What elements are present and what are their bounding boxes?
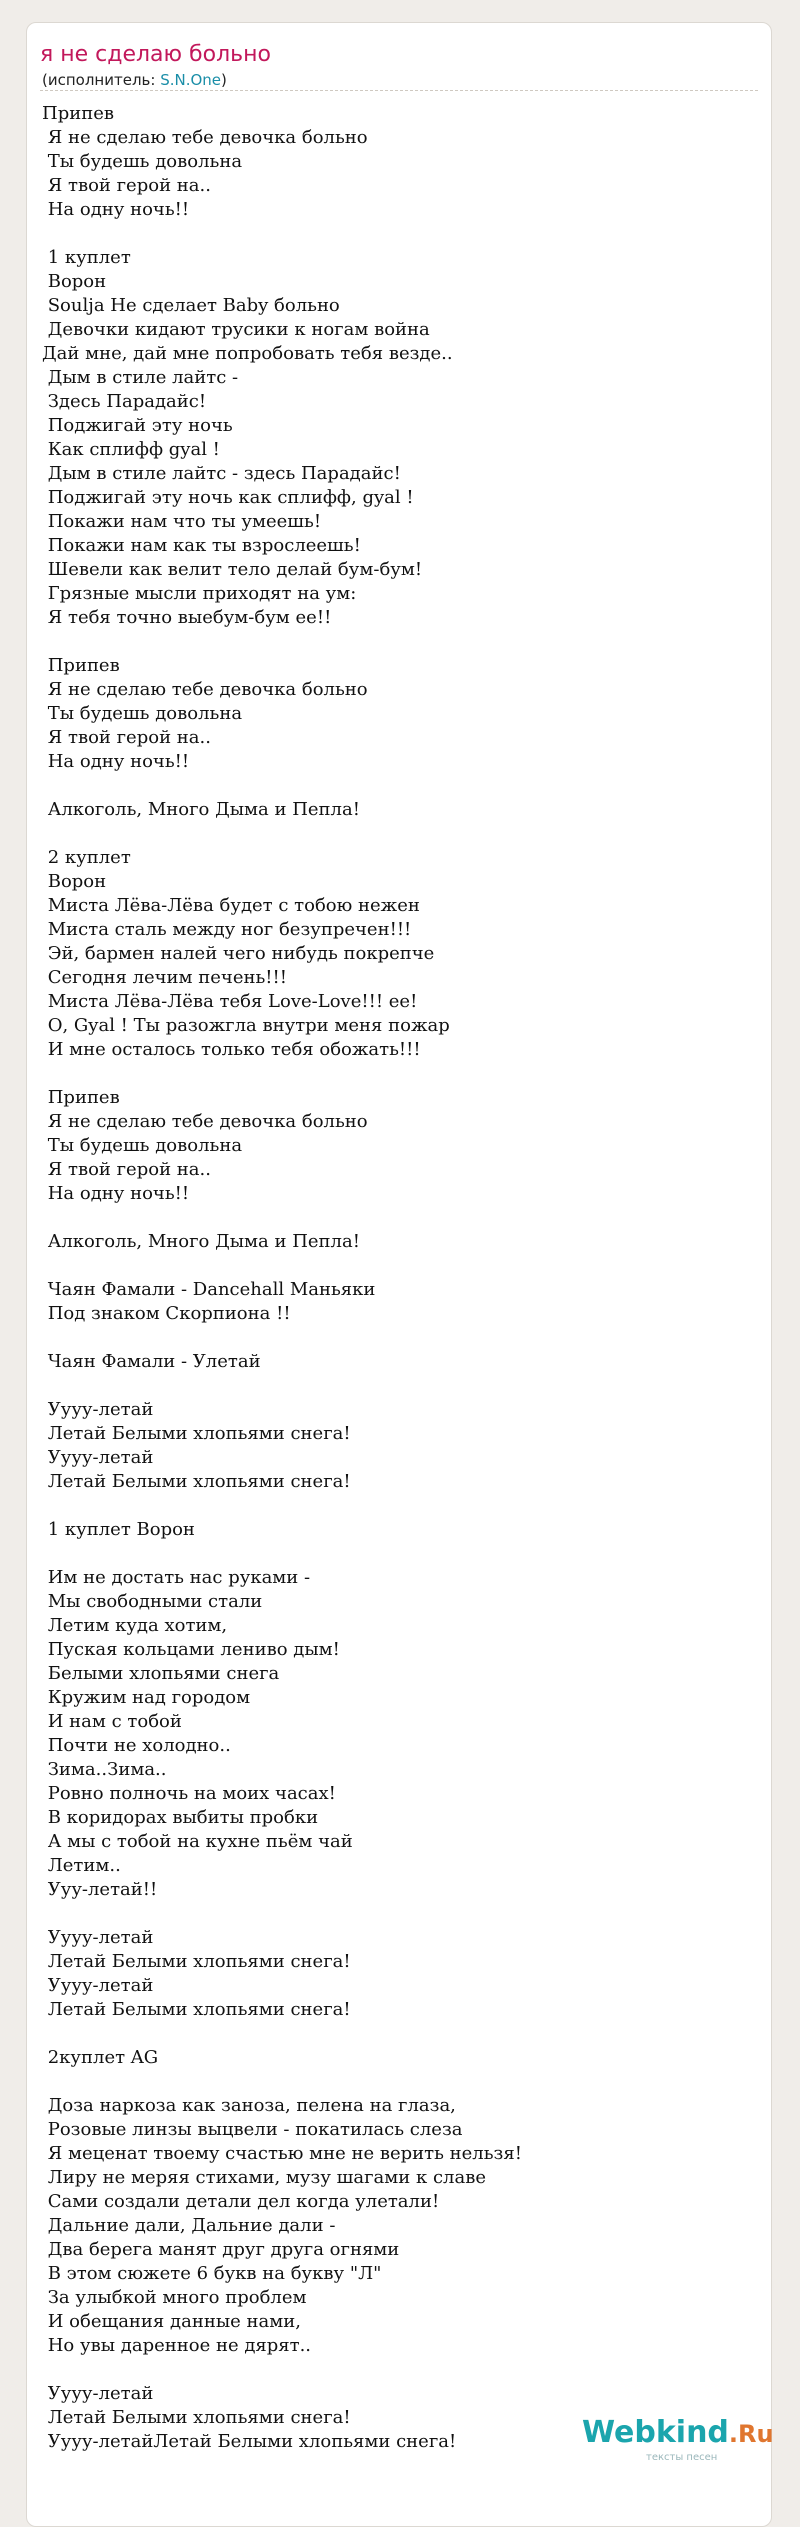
brand-name-main: Webkind bbox=[582, 2415, 729, 2450]
lyric-line: Здесь Парадайс! bbox=[42, 391, 207, 412]
lyric-line: Почти не холодно.. bbox=[42, 1735, 231, 1756]
lyric-line: Уууу-летай bbox=[42, 1927, 154, 1948]
lyric-line: Алкоголь, Много Дыма и Пепла! bbox=[42, 799, 360, 820]
lyric-line: Лиру не меряя стихами, музу шагами к славе bbox=[42, 2167, 486, 2188]
lyric-line: Покажи нам что ты умеешь! bbox=[42, 511, 322, 532]
lyric-line: Поджигай эту ночь bbox=[42, 415, 233, 436]
lyric-line: Под знаком Скорпиона !! bbox=[42, 1303, 291, 1324]
lyric-line: Ворон bbox=[42, 871, 107, 892]
lyric-line: Ты будешь довольна bbox=[42, 151, 243, 172]
artist-prefix: (исполнитель: bbox=[42, 71, 161, 89]
lyric-line: Дым в стиле лайтс - здесь Парадайс! bbox=[42, 463, 401, 484]
lyric-line: Летай Белыми хлопьями снега! bbox=[42, 1423, 351, 1444]
lyric-line: Припев bbox=[42, 103, 114, 124]
lyric-line: И обещания данные нами, bbox=[42, 2311, 301, 2332]
lyric-line: Уууу-летай bbox=[42, 2383, 154, 2404]
lyric-line bbox=[42, 2070, 758, 2094]
lyric-line bbox=[42, 1062, 758, 1086]
lyric-line: А мы с тобой на кухне пьём чай bbox=[42, 1831, 353, 1852]
lyric-line: Я не сделаю тебе девочка больно bbox=[42, 679, 368, 700]
lyric-line: Уууу-летай bbox=[42, 1447, 154, 1468]
lyric-line: Дальние дали, Дальние дали - bbox=[42, 2215, 336, 2236]
artist-link[interactable]: S.N.One bbox=[160, 71, 222, 89]
lyric-line: Мы свободными стали bbox=[42, 1591, 263, 1612]
brand-tagline: тексты песен bbox=[646, 2452, 718, 2463]
lyric-line: 2куплет AG bbox=[42, 2047, 159, 2068]
lyric-line: Я меценат твоему счастью мне не верить нельзя! bbox=[42, 2143, 522, 2164]
lyric-line: Дым в стиле лайтс - bbox=[42, 367, 239, 388]
lyric-line bbox=[42, 1902, 758, 1926]
lyric-line: В этом сюжете 6 букв на букву "Л" bbox=[42, 2263, 382, 2284]
lyric-line: Я твой герой на.. bbox=[42, 727, 211, 748]
lyric-line: Девочки кидают трусики к ногам война bbox=[42, 319, 430, 340]
lyric-line: Но увы даренное не дярят.. bbox=[42, 2335, 312, 2356]
artist-suffix: ) bbox=[221, 71, 227, 89]
lyric-line: Ровно полночь на моих часах! bbox=[42, 1783, 336, 1804]
lyric-line: Я тебя точно выебум-бум ее!! bbox=[42, 607, 332, 628]
lyric-line: 2 куплет bbox=[42, 847, 131, 868]
lyric-line: И нам с тобой bbox=[42, 1711, 182, 1732]
lyric-line: За улыбкой много проблем bbox=[42, 2287, 307, 2308]
lyric-line: Два берега манят друг друга огнями bbox=[42, 2239, 400, 2260]
lyric-line: Ты будешь довольна bbox=[42, 703, 243, 724]
lyric-line bbox=[42, 774, 758, 798]
lyric-line: Летим.. bbox=[42, 1855, 121, 1876]
lyric-line bbox=[42, 1542, 758, 1566]
lyric-line: 1 куплет Ворон bbox=[42, 1519, 195, 1540]
lyric-line: Им не достать нас руками - bbox=[42, 1567, 311, 1588]
lyric-line: Дай мне, дай мне попробовать тебя везде.. bbox=[42, 343, 453, 364]
lyric-line bbox=[42, 2358, 758, 2382]
lyric-line: Ты будешь довольна bbox=[42, 1135, 243, 1156]
lyric-line: О, Gyal ! Ты разожгла внутри меня пожар bbox=[42, 1015, 450, 1036]
lyric-line: Я не сделаю тебе девочка больно bbox=[42, 127, 368, 148]
lyric-line: Розовые линзы выцвели - покатилась слеза bbox=[42, 2119, 463, 2140]
lyric-line: Уууу-летай bbox=[42, 1399, 154, 1420]
lyric-line bbox=[42, 630, 758, 654]
lyric-line: Уууу-летайЛетай Белыми хлопьями снега! bbox=[42, 2431, 457, 2452]
lyric-line: И мне осталось только тебя обожать!!! bbox=[42, 1039, 421, 1060]
brand-name-domain: .Ru bbox=[728, 2420, 774, 2448]
lyric-line: Я твой герой на.. bbox=[42, 1159, 211, 1180]
lyric-line: Шевели как велит тело делай бум-бум! bbox=[42, 559, 423, 580]
lyric-line: Поджигай эту ночь как сплифф, gyal ! bbox=[42, 487, 414, 508]
lyric-line bbox=[42, 1374, 758, 1398]
lyric-line: Сегодня лечим печень!!! bbox=[42, 967, 287, 988]
lyric-line: Как сплифф gyal ! bbox=[42, 439, 220, 460]
lyric-line: Я твой герой на.. bbox=[42, 175, 211, 196]
lyric-line: На одну ночь!! bbox=[42, 199, 190, 220]
artist-line bbox=[42, 70, 227, 90]
lyric-line: Чаян Фамали - Dancehall Маньяки bbox=[42, 1279, 376, 1300]
lyric-line bbox=[42, 1494, 758, 1518]
lyric-line: Ууу-летай!! bbox=[42, 1879, 158, 1900]
brand-name bbox=[582, 2413, 774, 2454]
webkind-logo[interactable] bbox=[582, 2413, 772, 2475]
lyric-line: Алкоголь, Много Дыма и Пепла! bbox=[42, 1231, 360, 1252]
lyric-line: Ворон bbox=[42, 271, 107, 292]
lyric-line: 1 куплет bbox=[42, 247, 131, 268]
lyric-line: Чаян Фамали - Улетай bbox=[42, 1351, 261, 1372]
lyric-line: Пуская кольцами лениво дым! bbox=[42, 1639, 340, 1660]
lyric-line: В коридорах выбиты пробки bbox=[42, 1807, 319, 1828]
lyric-line: Летай Белыми хлопьями снега! bbox=[42, 1951, 351, 1972]
lyric-line: Доза наркоза как заноза, пелена на глаза, bbox=[42, 2095, 456, 2116]
lyric-line: Летай Белыми хлопьями снега! bbox=[42, 1999, 351, 2020]
lyric-line bbox=[42, 1326, 758, 1350]
lyrics-block bbox=[42, 102, 758, 2454]
lyric-line bbox=[42, 1254, 758, 1278]
lyric-line: Эй, бармен налей чего нибудь покрепче bbox=[42, 943, 435, 964]
lyric-line: Сами создали детали дел когда улетали! bbox=[42, 2191, 440, 2212]
title-divider bbox=[40, 90, 758, 91]
lyric-line: Летай Белыми хлопьями снега! bbox=[42, 1471, 351, 1492]
lyric-line: Припев bbox=[42, 655, 120, 676]
song-title: я не сделаю больно bbox=[40, 42, 271, 67]
lyric-line: Белыми хлопьями снега bbox=[42, 1663, 280, 1684]
lyric-line: Зима..Зима.. bbox=[42, 1759, 167, 1780]
lyric-line: Кружим над городом bbox=[42, 1687, 251, 1708]
lyric-line: Я не сделаю тебе девочка больно bbox=[42, 1111, 368, 1132]
lyric-line: Припев bbox=[42, 1087, 120, 1108]
lyric-line bbox=[42, 222, 758, 246]
lyric-line bbox=[42, 822, 758, 846]
lyric-line: На одну ночь!! bbox=[42, 1183, 190, 1204]
lyric-line: Уууу-летай bbox=[42, 1975, 154, 1996]
lyric-line: Миста Лёва-Лёва тебя Love-Love!!! ее! bbox=[42, 991, 418, 1012]
lyric-line bbox=[42, 2022, 758, 2046]
lyric-line bbox=[42, 1206, 758, 1230]
lyric-line: На одну ночь!! bbox=[42, 751, 190, 772]
lyric-line: Миста Лёва-Лёва будет с тобою нежен bbox=[42, 895, 420, 916]
lyric-line: Летим куда хотим, bbox=[42, 1615, 228, 1636]
lyric-line: Грязные мысли приходят на ум: bbox=[42, 583, 357, 604]
lyric-line: Летай Белыми хлопьями снега! bbox=[42, 2407, 351, 2428]
lyric-line: Миста сталь между ног безупречен!!! bbox=[42, 919, 412, 940]
lyric-line: Soulja Не сделает Baby больно bbox=[42, 295, 340, 316]
lyric-line: Покажи нам как ты взрослеешь! bbox=[42, 535, 361, 556]
